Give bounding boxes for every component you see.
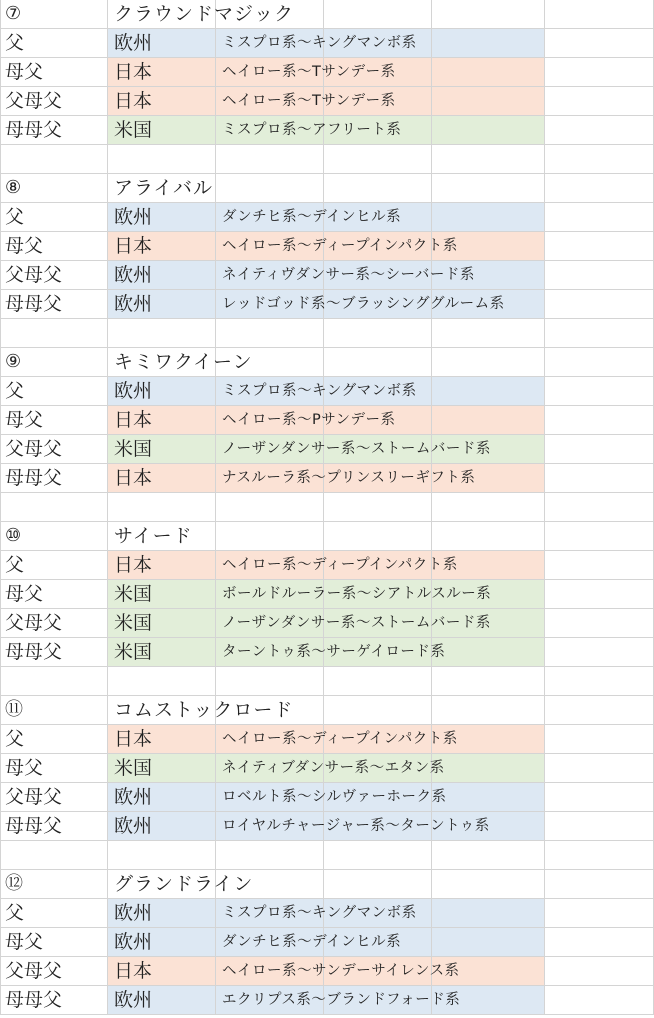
pedigree-row <box>0 812 654 841</box>
grid-cell[interactable] <box>0 667 108 696</box>
sire-line: ダンチヒ系～デインヒル系 <box>222 209 402 225</box>
grid-cell[interactable] <box>432 406 545 435</box>
pedigree-row <box>0 638 654 667</box>
sire-line: ミスプロ系～キングマンボ系 <box>222 35 417 51</box>
sire-line: ヘイロー系～ディープインパクト系 <box>222 557 458 573</box>
pedigree-row <box>0 58 654 87</box>
region-label: 欧州 <box>114 264 153 286</box>
pedigree-row <box>0 203 654 232</box>
pedigree-row <box>0 261 654 290</box>
grid-cell[interactable] <box>432 203 545 232</box>
grid-cell[interactable] <box>432 696 545 725</box>
region-label: 米国 <box>114 612 153 634</box>
region-label: 日本 <box>114 235 153 257</box>
sire-line: ロイヤルチャージャー系～ターントゥ系 <box>222 818 490 834</box>
pedigree-role: 母母父 <box>5 293 63 315</box>
grid-cell[interactable] <box>545 232 654 261</box>
horse-number: ⑩ <box>5 525 22 546</box>
grid-cell[interactable] <box>545 812 654 841</box>
pedigree-row <box>0 87 654 116</box>
sire-line: ネイティブダンサー系～エタン系 <box>222 760 445 776</box>
pedigree-row <box>0 406 654 435</box>
grid-cell[interactable] <box>432 870 545 899</box>
grid-cell[interactable] <box>545 899 654 928</box>
grid-cell[interactable] <box>545 406 654 435</box>
horse-name: クラウンドマジック <box>114 3 295 25</box>
sire-line: レッドゴッド系～ブラッシンググルーム系 <box>222 296 505 312</box>
grid-cell[interactable] <box>432 377 545 406</box>
pedigree-role: 父 <box>5 728 25 750</box>
pedigree-role: 母父 <box>5 931 44 953</box>
grid-cell[interactable] <box>432 29 545 58</box>
grid-cell[interactable] <box>545 435 654 464</box>
grid-cell[interactable] <box>324 174 432 203</box>
pedigree-row <box>0 464 654 493</box>
grid-cell[interactable] <box>0 493 108 522</box>
sire-line: ヘイロー系～ディープインパクト系 <box>222 731 458 747</box>
sire-line: ミスプロ系～キングマンボ系 <box>222 905 417 921</box>
grid-cell[interactable] <box>545 957 654 986</box>
horse-header-row <box>0 174 654 203</box>
horse-name: サイード <box>114 525 193 547</box>
region-label: 日本 <box>114 409 153 431</box>
pedigree-row <box>0 116 654 145</box>
horse-name: キミワクイーン <box>114 351 253 373</box>
grid-cell[interactable] <box>108 841 216 870</box>
grid-cell[interactable] <box>432 783 545 812</box>
grid-cell[interactable] <box>324 841 432 870</box>
grid-cell[interactable] <box>216 319 324 348</box>
horse-number: ⑫ <box>5 873 23 894</box>
region-label: 欧州 <box>114 786 153 808</box>
grid-cell[interactable] <box>432 348 545 377</box>
region-label: 欧州 <box>114 293 153 315</box>
grid-cell[interactable] <box>324 348 432 377</box>
horse-header-row <box>0 348 654 377</box>
grid-cell[interactable] <box>432 841 545 870</box>
grid-cell[interactable] <box>432 754 545 783</box>
pedigree-role: 父母父 <box>5 960 63 982</box>
sire-line: ヘイロー系～ディープインパクト系 <box>222 238 458 254</box>
region-label: 米国 <box>114 583 153 605</box>
empty-row <box>0 667 654 696</box>
grid-cell[interactable] <box>324 696 432 725</box>
horse-number: ⑪ <box>5 699 23 720</box>
horse-name: コムストックロード <box>114 699 294 721</box>
sire-line: ロベルト系～シルヴァーホーク系 <box>222 789 447 805</box>
pedigree-row <box>0 29 654 58</box>
grid-cell[interactable] <box>545 319 654 348</box>
grid-cell[interactable] <box>432 667 545 696</box>
region-label: 日本 <box>114 467 153 489</box>
pedigree-role: 父 <box>5 206 25 228</box>
grid-cell[interactable] <box>108 319 216 348</box>
grid-cell[interactable] <box>324 0 432 29</box>
grid-cell[interactable] <box>545 696 654 725</box>
pedigree-role: 母母父 <box>5 119 63 141</box>
grid-cell[interactable] <box>545 87 654 116</box>
grid-cell[interactable] <box>432 145 545 174</box>
region-label: 欧州 <box>114 815 153 837</box>
region-label: 米国 <box>114 119 153 141</box>
grid-cell[interactable] <box>108 667 216 696</box>
grid-cell[interactable] <box>0 145 108 174</box>
pedigree-role: 父母父 <box>5 438 63 460</box>
grid-cell[interactable] <box>324 522 432 551</box>
horse-number: ⑧ <box>5 177 22 198</box>
grid-cell[interactable] <box>324 319 432 348</box>
sire-line: ネイティヴダンサー系～シーバード系 <box>222 267 475 283</box>
grid-cell[interactable] <box>545 261 654 290</box>
sire-line: エクリプス系～ブランドフォード系 <box>222 992 461 1008</box>
sire-line: ノーザンダンサー系～ストームバード系 <box>222 615 491 631</box>
region-label: 欧州 <box>114 32 153 54</box>
grid-cell[interactable] <box>545 928 654 957</box>
sire-line: ヘイロー系～Pサンデー系 <box>222 412 396 428</box>
grid-cell[interactable] <box>216 667 324 696</box>
grid-cell[interactable] <box>545 870 654 899</box>
sire-line: ターントゥ系～サーゲイロード系 <box>222 644 446 660</box>
grid-cell[interactable] <box>324 667 432 696</box>
horse-header-row <box>0 522 654 551</box>
grid-cell[interactable] <box>432 493 545 522</box>
pedigree-row <box>0 986 654 1015</box>
region-label: 日本 <box>114 554 153 576</box>
region-label: 日本 <box>114 61 153 83</box>
horse-name: アライバル <box>114 177 214 199</box>
sire-line: ヘイロー系～Tサンデー系 <box>222 93 396 109</box>
pedigree-role: 父母父 <box>5 786 63 808</box>
region-label: 欧州 <box>114 989 153 1011</box>
pedigree-role: 母父 <box>5 61 44 83</box>
grid-cell[interactable] <box>324 145 432 174</box>
grid-cell[interactable] <box>545 551 654 580</box>
grid-cell[interactable] <box>545 116 654 145</box>
grid-cell[interactable] <box>545 377 654 406</box>
horse-number: ⑨ <box>5 351 22 372</box>
grid-cell[interactable] <box>432 638 545 667</box>
grid-cell[interactable] <box>545 493 654 522</box>
grid-cell[interactable] <box>0 841 108 870</box>
pedigree-row <box>0 928 654 957</box>
horse-header-row <box>0 696 654 725</box>
region-label: 欧州 <box>114 206 153 228</box>
grid-cell[interactable] <box>432 58 545 87</box>
region-label: 欧州 <box>114 931 153 953</box>
grid-cell[interactable] <box>324 870 432 899</box>
horse-header-row <box>0 870 654 899</box>
empty-row <box>0 841 654 870</box>
pedigree-role: 父母父 <box>5 90 63 112</box>
region-label: 欧州 <box>114 902 153 924</box>
grid-cell[interactable] <box>545 783 654 812</box>
pedigree-row <box>0 754 654 783</box>
pedigree-row <box>0 899 654 928</box>
grid-cell[interactable] <box>108 145 216 174</box>
pedigree-role: 父 <box>5 32 25 54</box>
sire-line: ノーザンダンサー系～ストームバード系 <box>222 441 491 457</box>
grid-cell[interactable] <box>545 348 654 377</box>
empty-row <box>0 145 654 174</box>
horse-name: グランドライン <box>114 873 254 895</box>
grid-cell[interactable] <box>432 174 545 203</box>
pedigree-role: 父母父 <box>5 612 63 634</box>
region-label: 日本 <box>114 960 153 982</box>
pedigree-row <box>0 232 654 261</box>
grid-cell[interactable] <box>545 638 654 667</box>
sire-line: ミスプロ系～キングマンボ系 <box>222 383 417 399</box>
grid-cell[interactable] <box>216 522 324 551</box>
grid-cell[interactable] <box>545 0 654 29</box>
pedigree-role: 母父 <box>5 757 44 779</box>
grid-cell[interactable] <box>545 290 654 319</box>
pedigree-row <box>0 551 654 580</box>
pedigree-row <box>0 783 654 812</box>
sire-line: ヘイロー系～Tサンデー系 <box>222 64 396 80</box>
pedigree-role: 父 <box>5 380 25 402</box>
grid-cell[interactable] <box>545 725 654 754</box>
pedigree-row <box>0 377 654 406</box>
grid-cell[interactable] <box>108 493 216 522</box>
grid-cell[interactable] <box>545 754 654 783</box>
sire-line: ダンチヒ系～デインヒル系 <box>222 934 402 950</box>
grid-cell[interactable] <box>545 841 654 870</box>
region-label: 米国 <box>114 757 153 779</box>
sire-line: ミスプロ系～アフリート系 <box>222 122 402 138</box>
grid-cell[interactable] <box>324 493 432 522</box>
sire-line: ヘイロー系～サンデーサイレンス系 <box>222 963 460 979</box>
grid-cell[interactable] <box>216 174 324 203</box>
grid-cell[interactable] <box>432 899 545 928</box>
pedigree-role: 父 <box>5 902 25 924</box>
grid-cell[interactable] <box>545 203 654 232</box>
sire-line: ナスルーラ系～プリンスリーギフト系 <box>222 470 476 486</box>
pedigree-role: 母父 <box>5 583 44 605</box>
grid-cell[interactable] <box>216 841 324 870</box>
horse-number: ⑦ <box>5 3 22 24</box>
grid-cell[interactable] <box>545 522 654 551</box>
region-label: 日本 <box>114 90 153 112</box>
sire-line: ボールドルーラー系～シアトルスルー系 <box>222 586 492 602</box>
pedigree-role: 父 <box>5 554 25 576</box>
grid-cell[interactable] <box>432 928 545 957</box>
region-label: 欧州 <box>114 380 153 402</box>
pedigree-role: 母母父 <box>5 641 63 663</box>
pedigree-role: 父母父 <box>5 264 63 286</box>
grid-cell[interactable] <box>545 145 654 174</box>
grid-cell[interactable] <box>545 464 654 493</box>
grid-cell[interactable] <box>545 609 654 638</box>
region-label: 米国 <box>114 438 153 460</box>
region-label: 米国 <box>114 641 153 663</box>
pedigree-role: 母父 <box>5 409 44 431</box>
grid-cell[interactable] <box>216 145 324 174</box>
pedigree-row <box>0 609 654 638</box>
grid-cell[interactable] <box>432 0 545 29</box>
grid-cell[interactable] <box>216 493 324 522</box>
pedigree-row <box>0 290 654 319</box>
grid-cell[interactable] <box>545 580 654 609</box>
pedigree-role: 母母父 <box>5 467 63 489</box>
grid-cell[interactable] <box>545 29 654 58</box>
empty-row <box>0 493 654 522</box>
horse-header-row <box>0 0 654 29</box>
pedigree-row <box>0 725 654 754</box>
grid-cell[interactable] <box>545 986 654 1015</box>
pedigree-role: 母母父 <box>5 989 63 1011</box>
grid-cell[interactable] <box>432 522 545 551</box>
grid-cell[interactable] <box>0 319 108 348</box>
pedigree-row <box>0 957 654 986</box>
pedigree-row <box>0 435 654 464</box>
grid-cell[interactable] <box>545 174 654 203</box>
grid-cell[interactable] <box>545 667 654 696</box>
pedigree-role: 母母父 <box>5 815 63 837</box>
grid-cell[interactable] <box>432 319 545 348</box>
grid-cell[interactable] <box>432 116 545 145</box>
region-label: 日本 <box>114 728 153 750</box>
grid-cell[interactable] <box>545 58 654 87</box>
pedigree-role: 母父 <box>5 235 44 257</box>
empty-row <box>0 319 654 348</box>
pedigree-row <box>0 580 654 609</box>
grid-cell[interactable] <box>432 87 545 116</box>
